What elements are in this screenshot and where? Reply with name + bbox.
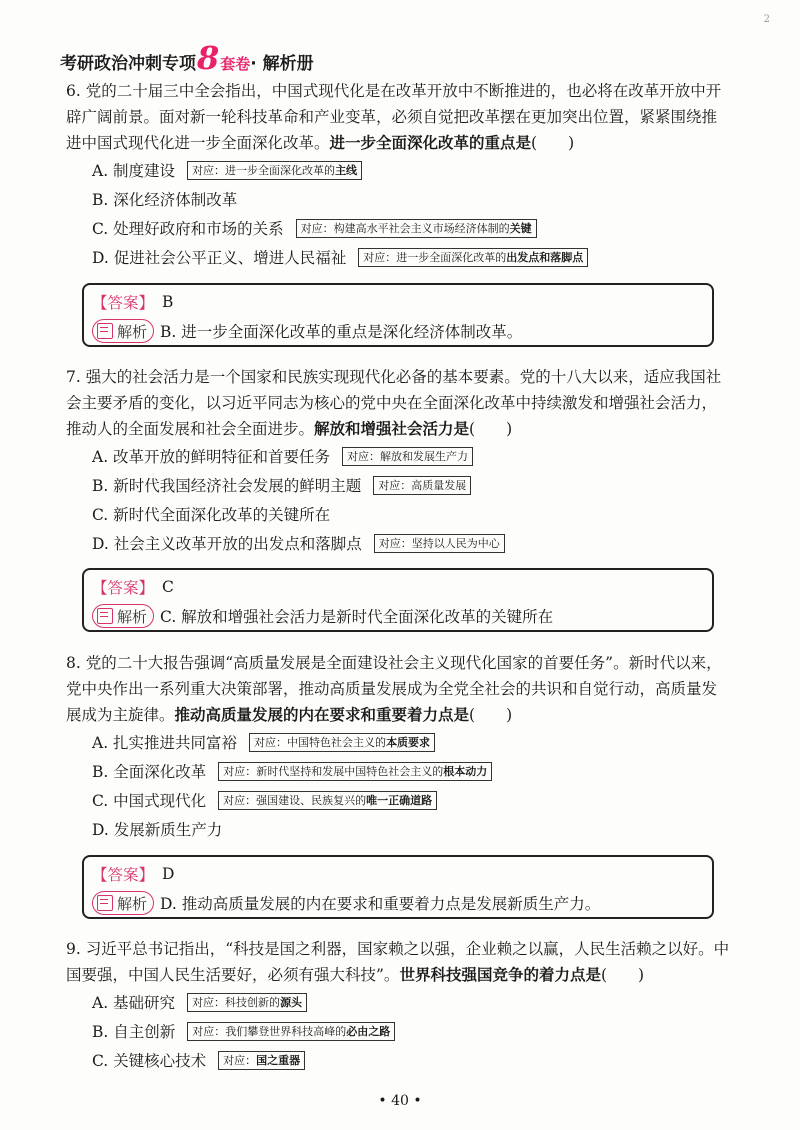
option-text: A. 改革开放的鲜明特征和首要任务 bbox=[92, 447, 331, 466]
question-7 bbox=[66, 364, 731, 558]
option-a bbox=[92, 728, 731, 757]
stem-bold: 进一步全面深化改革的重点是 bbox=[329, 133, 532, 152]
page-footer: • 40 • bbox=[378, 1093, 422, 1109]
analysis-text: B. 进一步全面深化改革的重点是深化经济体制改革。 bbox=[160, 323, 523, 341]
stem-text: 9. 习近平总书记指出，“科技是国之利器，国家赖之以强，企业赖之以赢，人民生活赖之以好。中国要强，中国人民生活要好，必须有强大科技”。 bbox=[66, 940, 730, 984]
option-text: B. 新时代我国经济社会发展的鲜明主题 bbox=[92, 476, 362, 495]
option-c bbox=[92, 500, 731, 529]
tag-bold: 本质要求 bbox=[386, 736, 431, 749]
option-tag bbox=[187, 1022, 395, 1041]
option-tag bbox=[218, 1051, 305, 1070]
tag-bold: 国之重器 bbox=[256, 1054, 301, 1067]
option-d bbox=[92, 815, 731, 844]
option-text: A. 基础研究 bbox=[92, 993, 176, 1012]
header-big-number: 8 bbox=[197, 39, 220, 77]
header-mid: 套卷 bbox=[220, 55, 251, 73]
option-text: A. 制度建设 bbox=[92, 161, 176, 180]
tag-text: 对应：坚持以人民为中心 bbox=[378, 537, 500, 550]
document-icon bbox=[97, 608, 113, 624]
option-tag bbox=[358, 248, 588, 267]
option-a bbox=[92, 988, 731, 1017]
option-tag bbox=[187, 993, 307, 1012]
option-text: C. 中国式现代化 bbox=[92, 791, 207, 810]
option-b bbox=[92, 757, 731, 786]
answer-label: 【答案】 bbox=[92, 866, 155, 884]
tag-text: 对应：进一步全面深化改革的 bbox=[363, 251, 507, 264]
answer-box-6 bbox=[82, 283, 714, 347]
option-text: D. 发展新质生产力 bbox=[92, 820, 223, 839]
tag-text: 对应：科技创新的 bbox=[192, 996, 281, 1009]
corner-page-number: 2 bbox=[763, 14, 770, 25]
tag-bold: 必由之路 bbox=[346, 1025, 391, 1038]
analysis-label: 解析 bbox=[117, 322, 148, 341]
tag-bold: 唯一正确道路 bbox=[366, 794, 433, 807]
question-9 bbox=[66, 936, 731, 1075]
option-text: C. 新时代全面深化改革的关键所在 bbox=[92, 505, 331, 524]
option-tag bbox=[249, 733, 435, 752]
header-prefix: 考研政治冲刺专项 bbox=[60, 54, 196, 74]
option-text: B. 深化经济体制改革 bbox=[92, 190, 238, 209]
option-tag bbox=[296, 219, 537, 238]
stem-bold: 世界科技强国竞争的着力点是 bbox=[399, 965, 601, 984]
question-stem bbox=[66, 78, 731, 156]
tag-bold: 源头 bbox=[280, 996, 303, 1009]
option-text: D. 促进社会公平正义、增进人民福祉 bbox=[92, 248, 347, 267]
option-c bbox=[92, 214, 731, 243]
answer-box-7 bbox=[82, 568, 714, 632]
tag-text: 对应：强国建设、民族复兴的 bbox=[223, 794, 367, 807]
tag-text: 对应：中国特色社会主义的 bbox=[254, 736, 387, 749]
question-6 bbox=[66, 78, 731, 272]
question-stem bbox=[66, 936, 731, 988]
stem-bold: 解放和增强社会活力是 bbox=[314, 419, 470, 438]
page-header bbox=[60, 38, 314, 77]
answer-label: 【答案】 bbox=[92, 579, 155, 597]
option-b bbox=[92, 185, 731, 214]
question-stem bbox=[66, 364, 731, 442]
option-a bbox=[92, 156, 731, 185]
option-text: C. 关键核心技术 bbox=[92, 1051, 207, 1070]
option-b bbox=[92, 1017, 731, 1046]
analysis-text: C. 解放和增强社会活力是新时代全面深化改革的关键所在 bbox=[160, 608, 554, 626]
stem-text: 8. 党的二十大报告强调“高质量发展是全面建设社会主义现代化国家的首要任务”。新时代以来，党中央作出一系列重大决策部署，推动高质量发展成为全党全社会的共识和自觉行动，高质量发展成为主旋律。 bbox=[66, 654, 722, 724]
option-c bbox=[92, 1046, 731, 1075]
analysis-badge bbox=[92, 604, 154, 628]
tag-text: 对应：高质量发展 bbox=[378, 479, 467, 492]
tag-text: 对应：解放和发展生产力 bbox=[347, 450, 469, 463]
question-8 bbox=[66, 650, 731, 844]
stem-end: ( ) bbox=[469, 706, 513, 724]
option-tag bbox=[218, 762, 492, 781]
analysis-label: 解析 bbox=[117, 894, 148, 913]
option-d bbox=[92, 243, 731, 272]
tag-bold: 关键 bbox=[509, 222, 532, 235]
stem-text: 6. 党的二十届三中全会指出，中国式现代化是在改革开放中不断推进的，也必将在改革开放中开辟广阔前景。面对新一轮科技革命和产业变革，必须自觉把改革摆在更加突出位置，紧紧围绕推进中国式现代化进一步全面深化改革。 bbox=[66, 82, 722, 152]
option-text: D. 社会主义改革开放的出发点和落脚点 bbox=[92, 534, 362, 553]
stem-text: 7. 强大的社会活力是一个国家和民族实现现代化必备的基本要素。党的十八大以来，适应我国社会主要矛盾的变化，以习近平同志为核心的党中央在全面深化改革中持续激发和增强社会活力，推动人的全面发展和社会全面进步。 bbox=[66, 368, 722, 438]
stem-end: ( ) bbox=[531, 134, 575, 152]
answer-box-8 bbox=[82, 855, 714, 919]
question-stem bbox=[66, 650, 731, 728]
option-text: B. 自主创新 bbox=[92, 1022, 176, 1041]
tag-bold: 主线 bbox=[335, 164, 358, 177]
option-text: C. 处理好政府和市场的关系 bbox=[92, 219, 284, 238]
option-text: B. 全面深化改革 bbox=[92, 762, 207, 781]
answer-label: 【答案】 bbox=[92, 294, 155, 312]
tag-text: 对应：新时代坚持和发展中国特色社会主义的 bbox=[223, 765, 444, 778]
tag-text: 对应：构建高水平社会主义市场经济体制的 bbox=[300, 222, 510, 235]
analysis-label: 解析 bbox=[117, 607, 148, 626]
stem-end: ( ) bbox=[469, 420, 513, 438]
option-tag bbox=[218, 791, 437, 810]
option-d bbox=[92, 529, 731, 558]
tag-text: 对应：我们攀登世界科技高峰的 bbox=[192, 1025, 347, 1038]
tag-bold: 出发点和落脚点 bbox=[506, 251, 584, 264]
option-tag bbox=[374, 534, 505, 553]
option-tag bbox=[373, 476, 471, 495]
stem-bold: 推动高质量发展的内在要求和重要着力点是 bbox=[174, 705, 470, 724]
answer-value: B bbox=[162, 293, 174, 311]
option-tag bbox=[342, 447, 473, 466]
tag-text: 对应：进一步全面深化改革的 bbox=[192, 164, 336, 177]
option-b bbox=[92, 471, 731, 500]
analysis-text: D. 推动高质量发展的内在要求和重要着力点是发展新质生产力。 bbox=[160, 895, 601, 913]
answer-value: D bbox=[162, 865, 175, 883]
option-a bbox=[92, 442, 731, 471]
tag-text: 对应： bbox=[223, 1054, 257, 1067]
document-icon bbox=[97, 895, 113, 911]
tag-bold: 根本动力 bbox=[443, 765, 488, 778]
header-suffix: · 解析册 bbox=[250, 54, 314, 74]
answer-value: C bbox=[162, 578, 174, 596]
stem-end: ( ) bbox=[600, 966, 645, 984]
analysis-badge bbox=[92, 891, 154, 915]
option-text: A. 扎实推进共同富裕 bbox=[92, 733, 238, 752]
option-c bbox=[92, 786, 731, 815]
analysis-badge bbox=[92, 319, 154, 343]
option-tag bbox=[187, 161, 362, 180]
document-icon bbox=[97, 323, 113, 339]
